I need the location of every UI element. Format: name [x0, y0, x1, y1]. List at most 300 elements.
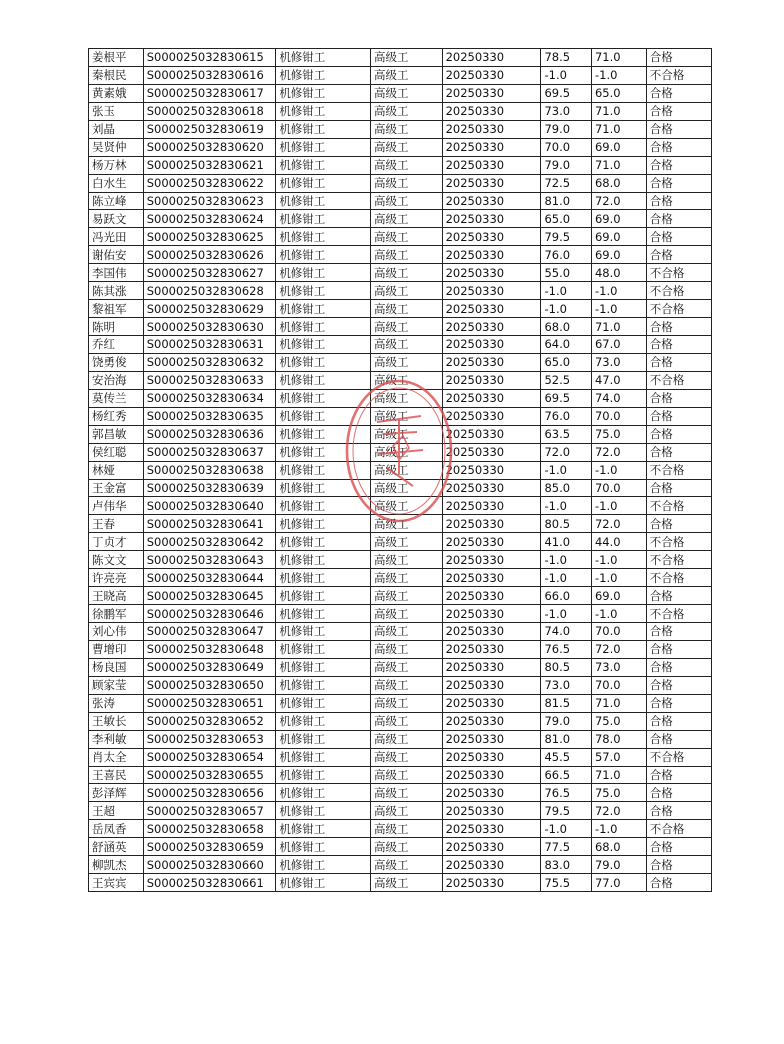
cell-skill-score: 69.0 — [591, 210, 646, 228]
cell-name: 丁贞才 — [89, 533, 144, 551]
cell-result: 合格 — [646, 318, 711, 336]
cell-skill-score: 44.0 — [591, 533, 646, 551]
cell-candidate-id: S000025032830635 — [143, 407, 276, 425]
cell-theory-score: 69.5 — [541, 84, 592, 102]
table-row — [89, 640, 712, 658]
cell-exam-date: 20250330 — [442, 138, 541, 156]
cell-name: 秦根民 — [89, 66, 144, 84]
cell-exam-date: 20250330 — [442, 766, 541, 784]
cell-occupation: 机修钳工 — [276, 730, 371, 748]
table-row — [89, 730, 712, 748]
cell-skill-score: 67.0 — [591, 336, 646, 354]
table-row — [89, 874, 712, 892]
cell-result: 合格 — [646, 84, 711, 102]
cell-name: 王春 — [89, 515, 144, 533]
cell-exam-date: 20250330 — [442, 461, 541, 479]
cell-theory-score: 76.0 — [541, 246, 592, 264]
cell-result: 合格 — [646, 694, 711, 712]
cell-exam-date: 20250330 — [442, 587, 541, 605]
table-row — [89, 766, 712, 784]
cell-occupation: 机修钳工 — [276, 569, 371, 587]
cell-exam-date: 20250330 — [442, 694, 541, 712]
cell-candidate-id: S000025032830632 — [143, 353, 276, 371]
cell-level: 高级工 — [371, 766, 443, 784]
cell-skill-score: -1.0 — [591, 66, 646, 84]
table-row — [89, 587, 712, 605]
cell-theory-score: -1.0 — [541, 551, 592, 569]
cell-candidate-id: S000025032830652 — [143, 712, 276, 730]
table-row — [89, 551, 712, 569]
cell-theory-score: 79.0 — [541, 712, 592, 730]
table-row — [89, 210, 712, 228]
cell-name: 易跃文 — [89, 210, 144, 228]
cell-candidate-id: S000025032830639 — [143, 479, 276, 497]
cell-occupation: 机修钳工 — [276, 353, 371, 371]
cell-name: 白水生 — [89, 174, 144, 192]
cell-candidate-id: S000025032830651 — [143, 694, 276, 712]
cell-result: 不合格 — [646, 497, 711, 515]
table-row — [89, 389, 712, 407]
table-row — [89, 49, 712, 67]
table-row — [89, 318, 712, 336]
cell-result: 合格 — [646, 407, 711, 425]
cell-occupation: 机修钳工 — [276, 192, 371, 210]
table-row — [89, 515, 712, 533]
cell-theory-score: 52.5 — [541, 371, 592, 389]
cell-theory-score: 64.0 — [541, 336, 592, 354]
cell-level: 高级工 — [371, 371, 443, 389]
cell-theory-score: 75.5 — [541, 874, 592, 892]
cell-result: 合格 — [646, 389, 711, 407]
cell-candidate-id: S000025032830624 — [143, 210, 276, 228]
cell-level: 高级工 — [371, 138, 443, 156]
cell-name: 陈立峰 — [89, 192, 144, 210]
cell-candidate-id: S000025032830619 — [143, 120, 276, 138]
cell-result: 合格 — [646, 730, 711, 748]
table-row — [89, 102, 712, 120]
cell-exam-date: 20250330 — [442, 49, 541, 67]
cell-occupation: 机修钳工 — [276, 461, 371, 479]
cell-level: 高级工 — [371, 389, 443, 407]
cell-candidate-id: S000025032830657 — [143, 802, 276, 820]
cell-skill-score: 70.0 — [591, 407, 646, 425]
cell-result: 合格 — [646, 120, 711, 138]
cell-occupation: 机修钳工 — [276, 318, 371, 336]
cell-candidate-id: S000025032830631 — [143, 336, 276, 354]
cell-skill-score: 70.0 — [591, 676, 646, 694]
table-row — [89, 802, 712, 820]
cell-result: 不合格 — [646, 300, 711, 318]
table-row — [89, 120, 712, 138]
table-row — [89, 569, 712, 587]
cell-result: 不合格 — [646, 66, 711, 84]
cell-result: 合格 — [646, 138, 711, 156]
cell-exam-date: 20250330 — [442, 156, 541, 174]
cell-skill-score: 72.0 — [591, 640, 646, 658]
table-row — [89, 282, 712, 300]
table-row — [89, 533, 712, 551]
cell-level: 高级工 — [371, 533, 443, 551]
cell-occupation: 机修钳工 — [276, 264, 371, 282]
cell-level: 高级工 — [371, 802, 443, 820]
cell-candidate-id: S000025032830648 — [143, 640, 276, 658]
cell-level: 高级工 — [371, 66, 443, 84]
cell-skill-score: 71.0 — [591, 156, 646, 174]
cell-occupation: 机修钳工 — [276, 856, 371, 874]
cell-theory-score: -1.0 — [541, 605, 592, 623]
cell-candidate-id: S000025032830658 — [143, 820, 276, 838]
cell-name: 陈文文 — [89, 551, 144, 569]
cell-occupation: 机修钳工 — [276, 515, 371, 533]
cell-exam-date: 20250330 — [442, 264, 541, 282]
cell-occupation: 机修钳工 — [276, 533, 371, 551]
table-row — [89, 336, 712, 354]
cell-level: 高级工 — [371, 425, 443, 443]
cell-skill-score: 70.0 — [591, 623, 646, 641]
cell-exam-date: 20250330 — [442, 174, 541, 192]
cell-candidate-id: S000025032830641 — [143, 515, 276, 533]
cell-name: 曹增印 — [89, 640, 144, 658]
cell-name: 谢佑安 — [89, 246, 144, 264]
cell-candidate-id: S000025032830634 — [143, 389, 276, 407]
cell-occupation: 机修钳工 — [276, 156, 371, 174]
cell-occupation: 机修钳工 — [276, 120, 371, 138]
cell-candidate-id: S000025032830640 — [143, 497, 276, 515]
cell-name: 冯光田 — [89, 228, 144, 246]
cell-exam-date: 20250330 — [442, 425, 541, 443]
cell-exam-date: 20250330 — [442, 192, 541, 210]
cell-level: 高级工 — [371, 120, 443, 138]
cell-theory-score: 66.5 — [541, 766, 592, 784]
cell-candidate-id: S000025032830659 — [143, 838, 276, 856]
cell-name: 饶勇俊 — [89, 353, 144, 371]
cell-name: 乔红 — [89, 336, 144, 354]
cell-skill-score: 71.0 — [591, 766, 646, 784]
cell-occupation: 机修钳工 — [276, 389, 371, 407]
cell-level: 高级工 — [371, 730, 443, 748]
cell-exam-date: 20250330 — [442, 820, 541, 838]
cell-candidate-id: S000025032830653 — [143, 730, 276, 748]
cell-occupation: 机修钳工 — [276, 425, 371, 443]
cell-name: 徐鹏军 — [89, 605, 144, 623]
cell-candidate-id: S000025032830622 — [143, 174, 276, 192]
cell-theory-score: -1.0 — [541, 461, 592, 479]
cell-name: 王喜民 — [89, 766, 144, 784]
table-row — [89, 264, 712, 282]
cell-level: 高级工 — [371, 748, 443, 766]
table-row — [89, 156, 712, 174]
cell-theory-score: 69.5 — [541, 389, 592, 407]
cell-result: 不合格 — [646, 551, 711, 569]
cell-exam-date: 20250330 — [442, 389, 541, 407]
table-row — [89, 425, 712, 443]
cell-skill-score: 68.0 — [591, 174, 646, 192]
table-row — [89, 605, 712, 623]
cell-skill-score: 47.0 — [591, 371, 646, 389]
cell-occupation: 机修钳工 — [276, 66, 371, 84]
cell-level: 高级工 — [371, 820, 443, 838]
cell-level: 高级工 — [371, 479, 443, 497]
cell-result: 合格 — [646, 515, 711, 533]
cell-result: 不合格 — [646, 748, 711, 766]
cell-result: 合格 — [646, 479, 711, 497]
cell-theory-score: 72.0 — [541, 443, 592, 461]
cell-exam-date: 20250330 — [442, 730, 541, 748]
cell-level: 高级工 — [371, 192, 443, 210]
table-row — [89, 246, 712, 264]
cell-result: 合格 — [646, 658, 711, 676]
cell-candidate-id: S000025032830616 — [143, 66, 276, 84]
cell-result: 合格 — [646, 210, 711, 228]
cell-result: 合格 — [646, 838, 711, 856]
cell-result: 不合格 — [646, 605, 711, 623]
cell-level: 高级工 — [371, 569, 443, 587]
cell-theory-score: 73.0 — [541, 102, 592, 120]
cell-exam-date: 20250330 — [442, 712, 541, 730]
table-row — [89, 192, 712, 210]
cell-result: 不合格 — [646, 282, 711, 300]
cell-exam-date: 20250330 — [442, 623, 541, 641]
cell-theory-score: 79.5 — [541, 228, 592, 246]
table-body — [89, 49, 712, 892]
cell-occupation: 机修钳工 — [276, 336, 371, 354]
cell-theory-score: 66.0 — [541, 587, 592, 605]
cell-theory-score: -1.0 — [541, 66, 592, 84]
cell-name: 许亮亮 — [89, 569, 144, 587]
cell-level: 高级工 — [371, 264, 443, 282]
cell-exam-date: 20250330 — [442, 658, 541, 676]
cell-skill-score: 78.0 — [591, 730, 646, 748]
score-table — [88, 48, 712, 892]
cell-exam-date: 20250330 — [442, 210, 541, 228]
cell-skill-score: 73.0 — [591, 658, 646, 676]
cell-exam-date: 20250330 — [442, 246, 541, 264]
cell-level: 高级工 — [371, 551, 443, 569]
cell-level: 高级工 — [371, 784, 443, 802]
cell-result: 合格 — [646, 192, 711, 210]
cell-result: 合格 — [646, 784, 711, 802]
cell-level: 高级工 — [371, 838, 443, 856]
cell-skill-score: -1.0 — [591, 820, 646, 838]
cell-theory-score: 76.5 — [541, 640, 592, 658]
cell-level: 高级工 — [371, 318, 443, 336]
cell-exam-date: 20250330 — [442, 228, 541, 246]
cell-candidate-id: S000025032830638 — [143, 461, 276, 479]
cell-occupation: 机修钳工 — [276, 587, 371, 605]
cell-occupation: 机修钳工 — [276, 766, 371, 784]
cell-occupation: 机修钳工 — [276, 479, 371, 497]
cell-skill-score: 70.0 — [591, 479, 646, 497]
cell-level: 高级工 — [371, 605, 443, 623]
cell-candidate-id: S000025032830643 — [143, 551, 276, 569]
cell-result: 合格 — [646, 587, 711, 605]
table-row — [89, 784, 712, 802]
cell-occupation: 机修钳工 — [276, 694, 371, 712]
cell-occupation: 机修钳工 — [276, 658, 371, 676]
cell-level: 高级工 — [371, 228, 443, 246]
cell-exam-date: 20250330 — [442, 407, 541, 425]
cell-level: 高级工 — [371, 694, 443, 712]
cell-name: 黎祖军 — [89, 300, 144, 318]
cell-name: 黄素娥 — [89, 84, 144, 102]
cell-name: 侯红聪 — [89, 443, 144, 461]
cell-skill-score: 69.0 — [591, 228, 646, 246]
cell-level: 高级工 — [371, 49, 443, 67]
cell-skill-score: 72.0 — [591, 443, 646, 461]
cell-theory-score: 45.5 — [541, 748, 592, 766]
cell-name: 杨万林 — [89, 156, 144, 174]
cell-skill-score: 72.0 — [591, 802, 646, 820]
cell-occupation: 机修钳工 — [276, 497, 371, 515]
cell-exam-date: 20250330 — [442, 838, 541, 856]
cell-result: 合格 — [646, 443, 711, 461]
cell-result: 不合格 — [646, 264, 711, 282]
cell-name: 王金富 — [89, 479, 144, 497]
cell-exam-date: 20250330 — [442, 569, 541, 587]
cell-occupation: 机修钳工 — [276, 371, 371, 389]
cell-level: 高级工 — [371, 640, 443, 658]
cell-candidate-id: S000025032830621 — [143, 156, 276, 174]
cell-theory-score: -1.0 — [541, 569, 592, 587]
cell-occupation: 机修钳工 — [276, 228, 371, 246]
cell-exam-date: 20250330 — [442, 479, 541, 497]
table-row — [89, 623, 712, 641]
cell-occupation: 机修钳工 — [276, 838, 371, 856]
cell-candidate-id: S000025032830645 — [143, 587, 276, 605]
cell-level: 高级工 — [371, 174, 443, 192]
cell-candidate-id: S000025032830625 — [143, 228, 276, 246]
cell-level: 高级工 — [371, 515, 443, 533]
cell-theory-score: 81.5 — [541, 694, 592, 712]
cell-name: 王超 — [89, 802, 144, 820]
table-row — [89, 353, 712, 371]
cell-skill-score: 71.0 — [591, 318, 646, 336]
cell-name: 卢伟华 — [89, 497, 144, 515]
cell-level: 高级工 — [371, 210, 443, 228]
cell-exam-date: 20250330 — [442, 748, 541, 766]
cell-level: 高级工 — [371, 102, 443, 120]
cell-skill-score: 69.0 — [591, 246, 646, 264]
cell-name: 安治海 — [89, 371, 144, 389]
cell-name: 张涛 — [89, 694, 144, 712]
cell-theory-score: 79.5 — [541, 802, 592, 820]
cell-theory-score: 78.5 — [541, 49, 592, 67]
cell-name: 岳凤香 — [89, 820, 144, 838]
cell-level: 高级工 — [371, 712, 443, 730]
cell-candidate-id: S000025032830646 — [143, 605, 276, 623]
cell-exam-date: 20250330 — [442, 443, 541, 461]
cell-theory-score: 76.5 — [541, 784, 592, 802]
cell-skill-score: 75.0 — [591, 712, 646, 730]
cell-exam-date: 20250330 — [442, 102, 541, 120]
cell-theory-score: -1.0 — [541, 497, 592, 515]
cell-theory-score: 81.0 — [541, 192, 592, 210]
cell-level: 高级工 — [371, 443, 443, 461]
cell-result: 合格 — [646, 156, 711, 174]
cell-exam-date: 20250330 — [442, 856, 541, 874]
cell-theory-score: 41.0 — [541, 533, 592, 551]
cell-theory-score: 80.5 — [541, 658, 592, 676]
cell-candidate-id: S000025032830644 — [143, 569, 276, 587]
cell-occupation: 机修钳工 — [276, 748, 371, 766]
cell-skill-score: 71.0 — [591, 49, 646, 67]
table-row — [89, 820, 712, 838]
cell-occupation: 机修钳工 — [276, 282, 371, 300]
cell-level: 高级工 — [371, 353, 443, 371]
cell-theory-score: 72.5 — [541, 174, 592, 192]
cell-level: 高级工 — [371, 407, 443, 425]
cell-skill-score: 75.0 — [591, 425, 646, 443]
cell-theory-score: 80.5 — [541, 515, 592, 533]
table-row — [89, 748, 712, 766]
cell-skill-score: -1.0 — [591, 605, 646, 623]
cell-result: 不合格 — [646, 569, 711, 587]
cell-theory-score: 65.0 — [541, 353, 592, 371]
cell-exam-date: 20250330 — [442, 353, 541, 371]
cell-candidate-id: S000025032830617 — [143, 84, 276, 102]
cell-skill-score: -1.0 — [591, 282, 646, 300]
cell-exam-date: 20250330 — [442, 640, 541, 658]
cell-exam-date: 20250330 — [442, 784, 541, 802]
cell-exam-date: 20250330 — [442, 318, 541, 336]
cell-level: 高级工 — [371, 676, 443, 694]
cell-level: 高级工 — [371, 246, 443, 264]
cell-name: 柳凯杰 — [89, 856, 144, 874]
cell-name: 顾家莹 — [89, 676, 144, 694]
cell-result: 不合格 — [646, 820, 711, 838]
cell-result: 合格 — [646, 246, 711, 264]
cell-name: 杨良国 — [89, 658, 144, 676]
cell-skill-score: 73.0 — [591, 353, 646, 371]
cell-exam-date: 20250330 — [442, 497, 541, 515]
cell-skill-score: 69.0 — [591, 587, 646, 605]
cell-theory-score: 65.0 — [541, 210, 592, 228]
cell-name: 张玉 — [89, 102, 144, 120]
cell-name: 陈其涨 — [89, 282, 144, 300]
cell-name: 肖太全 — [89, 748, 144, 766]
cell-skill-score: 48.0 — [591, 264, 646, 282]
cell-occupation: 机修钳工 — [276, 551, 371, 569]
cell-level: 高级工 — [371, 658, 443, 676]
cell-name: 刘心伟 — [89, 623, 144, 641]
cell-theory-score: 63.5 — [541, 425, 592, 443]
table-row — [89, 658, 712, 676]
cell-candidate-id: S000025032830637 — [143, 443, 276, 461]
cell-level: 高级工 — [371, 856, 443, 874]
cell-candidate-id: S000025032830642 — [143, 533, 276, 551]
cell-level: 高级工 — [371, 300, 443, 318]
cell-result: 合格 — [646, 228, 711, 246]
cell-skill-score: 72.0 — [591, 192, 646, 210]
cell-theory-score: 81.0 — [541, 730, 592, 748]
cell-candidate-id: S000025032830620 — [143, 138, 276, 156]
cell-result: 合格 — [646, 102, 711, 120]
table-row — [89, 300, 712, 318]
table-row — [89, 84, 712, 102]
cell-skill-score: 57.0 — [591, 748, 646, 766]
cell-candidate-id: S000025032830660 — [143, 856, 276, 874]
cell-occupation: 机修钳工 — [276, 174, 371, 192]
cell-skill-score: 79.0 — [591, 856, 646, 874]
cell-name: 陈明 — [89, 318, 144, 336]
cell-result: 合格 — [646, 676, 711, 694]
cell-exam-date: 20250330 — [442, 551, 541, 569]
cell-occupation: 机修钳工 — [276, 623, 371, 641]
cell-name: 杨红秀 — [89, 407, 144, 425]
cell-exam-date: 20250330 — [442, 282, 541, 300]
cell-result: 合格 — [646, 353, 711, 371]
cell-candidate-id: S000025032830630 — [143, 318, 276, 336]
